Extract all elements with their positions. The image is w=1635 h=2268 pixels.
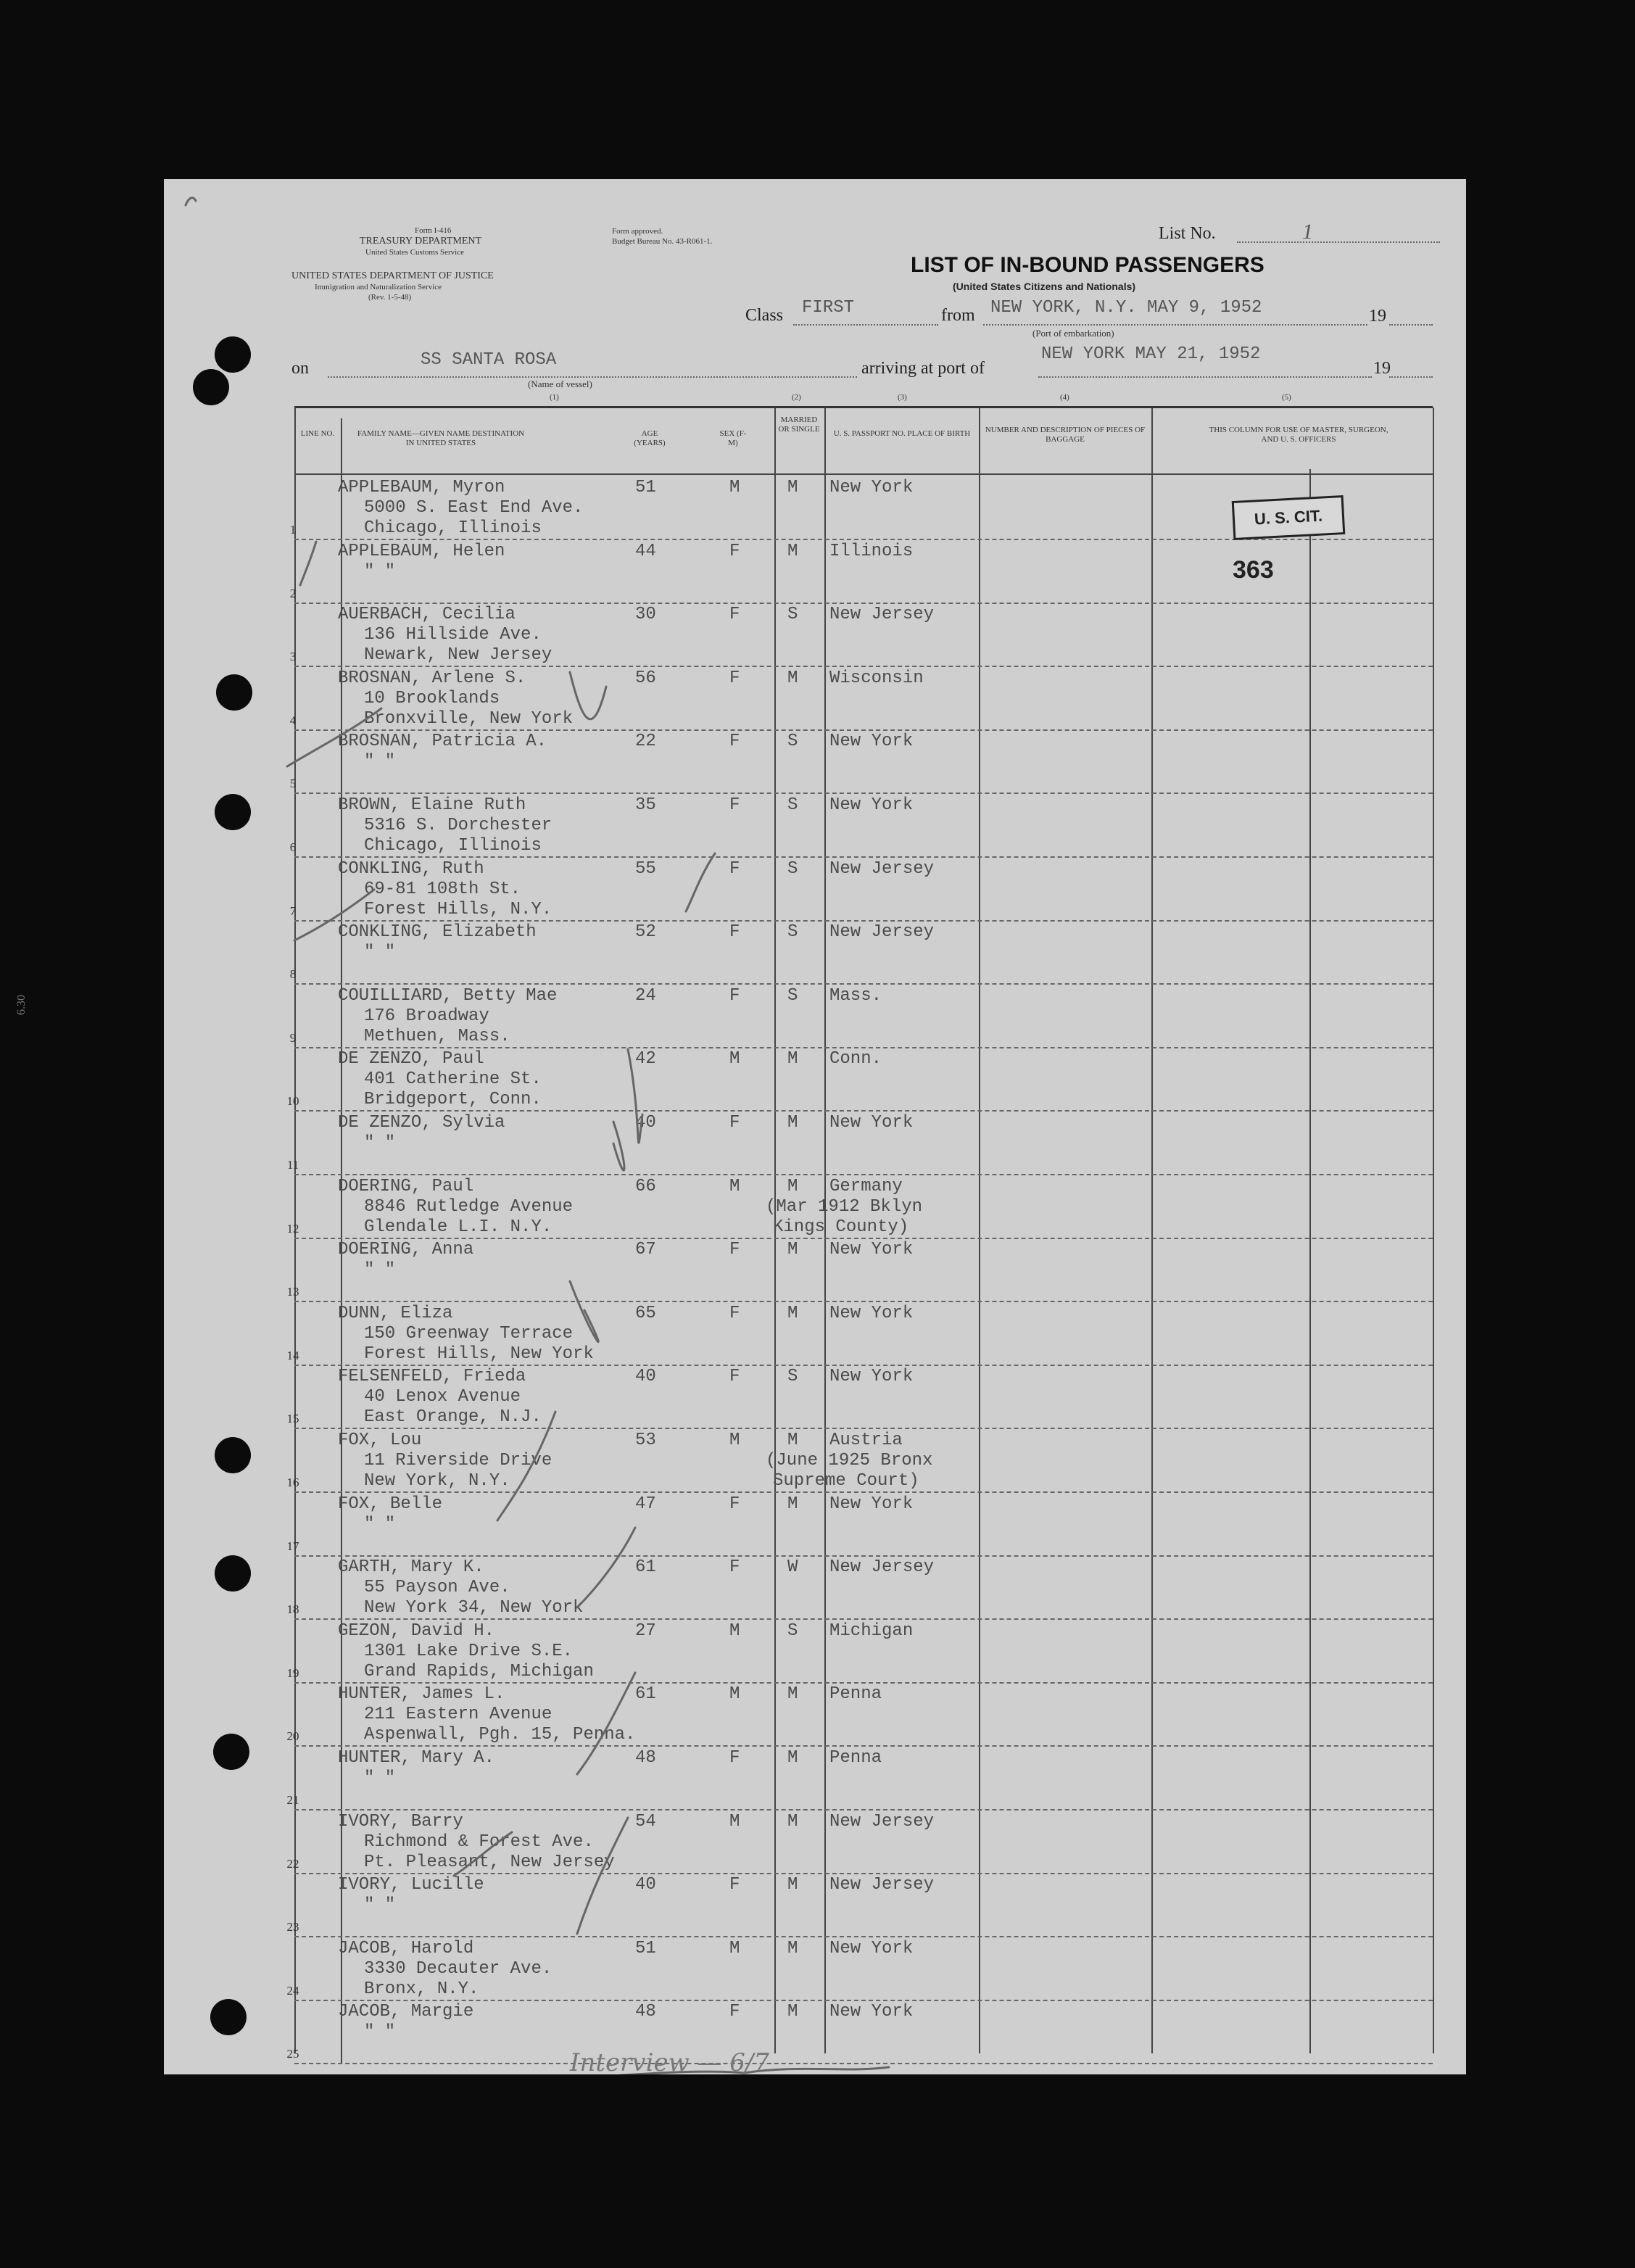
table-row: [286, 1048, 1433, 1112]
passenger-sex: F: [729, 922, 740, 943]
passenger-city: East Orange, N.J.: [364, 1407, 542, 1428]
class-value: FIRST: [802, 298, 855, 318]
passenger-name: APPLEBAUM, Helen: [338, 541, 505, 561]
passenger-sex: F: [729, 985, 740, 1006]
vessel-line: [328, 376, 857, 378]
row-line-number: 17: [286, 1539, 299, 1553]
table-row: [286, 1747, 1433, 1810]
col-num-3: (3): [898, 393, 907, 402]
table-row: [289, 858, 1433, 922]
passenger-marital: M: [787, 1303, 798, 1323]
row-line-number: 9: [289, 1030, 297, 1045]
list-number-line: [1237, 241, 1440, 243]
table-row: [286, 1493, 1433, 1557]
passenger-sex: M: [729, 1811, 740, 1832]
arriving-label: arriving at port of: [861, 359, 985, 378]
row-line-number: 8: [289, 967, 297, 982]
header-married: MARRIED OR SINGLE: [778, 415, 820, 434]
row-line-number: 13: [286, 1285, 299, 1299]
passenger-sex: F: [729, 668, 740, 688]
passenger-sex: F: [729, 795, 740, 815]
passenger-birthplace: Austria: [829, 1431, 903, 1450]
passenger-city: Forest Hills, N.Y.: [364, 899, 552, 919]
passenger-name: CONKLING, Elizabeth: [338, 922, 537, 943]
punch-hole: [215, 794, 251, 830]
passenger-age: 67: [635, 1240, 656, 1260]
passenger-birthplace: New York: [829, 1367, 914, 1387]
margin-note: 6.30: [15, 995, 28, 1015]
passenger-name: GARTH, Mary K.: [338, 1557, 484, 1578]
passenger-name: FOX, Belle: [338, 1494, 443, 1514]
passenger-birthplace: New York: [829, 1113, 914, 1133]
passenger-sex: F: [729, 1113, 740, 1133]
document-subtitle: (United States Citizens and Nationals): [953, 281, 1136, 292]
table-row: [286, 1365, 1433, 1429]
form-number: Form I-416: [415, 226, 452, 235]
passenger-address: " ": [364, 1133, 396, 1153]
passenger-birthplace: New York: [829, 795, 914, 815]
passenger-marital: M: [787, 1049, 798, 1069]
passenger-name: BROSNAN, Arlene S.: [338, 668, 526, 688]
passenger-age: 24: [635, 985, 656, 1006]
arrival-line: [1038, 376, 1372, 378]
passenger-name: COUILLIARD, Betty Mae: [338, 985, 558, 1006]
passenger-marital: S: [787, 985, 798, 1006]
passenger-marital: S: [787, 1367, 798, 1387]
footer-signature: Interview — 6/7: [570, 2048, 770, 2077]
passenger-name: IVORY, Lucille: [338, 1875, 484, 1895]
header-line-no: LINE NO.: [300, 429, 335, 438]
passenger-marital: M: [787, 1938, 798, 1958]
passenger-naturalization-court: Supreme Court): [773, 1471, 919, 1491]
passenger-address: 11 Riverside Drive: [364, 1451, 552, 1470]
passenger-birthplace: New Jersey: [829, 605, 935, 625]
passenger-address: " ": [364, 1260, 396, 1280]
header-passport: U. S. PASSPORT NO. PLACE OF BIRTH: [833, 429, 971, 438]
punch-hole: [215, 1437, 251, 1473]
passenger-age: 55: [635, 858, 656, 879]
header-officers: THIS COLUMN FOR USE OF MASTER, SURGEON, AND U. S. OFFICERS: [1209, 426, 1388, 444]
passenger-marital: S: [787, 1621, 798, 1641]
passenger-address: Richmond & Forest Ave.: [364, 1832, 594, 1852]
class-label: Class: [745, 306, 784, 325]
passenger-birthplace: Germany: [829, 1176, 903, 1196]
passenger-age: 56: [635, 668, 656, 688]
passenger-city: Chicago, Illinois: [364, 836, 542, 856]
col-num-4: (4): [1060, 393, 1069, 402]
passenger-age: 61: [635, 1557, 656, 1578]
table-row: [286, 1175, 1433, 1239]
passenger-age: 66: [635, 1176, 656, 1196]
passenger-sex: F: [729, 1367, 740, 1387]
passenger-marital: M: [787, 1240, 798, 1260]
passenger-address: " ": [364, 943, 396, 963]
row-line-number: 20: [286, 1729, 299, 1744]
row-line-number: 3: [289, 650, 297, 664]
row-line-number: 23: [286, 1920, 299, 1934]
passenger-name: DOERING, Paul: [338, 1176, 474, 1196]
row-line-number: 1: [289, 523, 297, 537]
punch-hole: [213, 1734, 249, 1770]
row-separator: [294, 2063, 1433, 2064]
ins-service: Immigration and Naturalization Service: [315, 283, 442, 291]
passenger-sex: M: [729, 1176, 740, 1196]
passenger-marital: M: [787, 1684, 798, 1705]
passenger-marital: M: [787, 1875, 798, 1895]
passenger-marital: M: [787, 541, 798, 561]
year-line-2: [1389, 376, 1433, 378]
table-row: [289, 794, 1433, 858]
revision: (Rev. 1-5-48): [368, 293, 412, 302]
passenger-city: Pt. Pleasant, New Jersey: [364, 1852, 615, 1872]
passenger-marital: M: [787, 1176, 798, 1196]
passenger-address: 55 Payson Ave.: [364, 1578, 510, 1598]
header-age: AGE (YEARS): [634, 429, 666, 447]
passenger-sex: F: [729, 1303, 740, 1323]
passenger-sex: F: [729, 1748, 740, 1768]
passenger-name: AUERBACH, Cecilia: [338, 605, 516, 625]
passenger-name: FELSENFELD, Frieda: [338, 1367, 526, 1387]
passenger-naturalization-court: Kings County): [773, 1217, 909, 1237]
treasury-dept: TREASURY DEPARTMENT: [360, 236, 482, 247]
passenger-age: 35: [635, 795, 656, 815]
punch-hole: [215, 336, 251, 373]
passenger-age: 40: [635, 1113, 656, 1133]
col-num-5: (5): [1282, 393, 1291, 402]
passenger-marital: M: [787, 1494, 798, 1514]
passenger-city: Bronxville, New York: [364, 708, 574, 729]
passenger-sex: F: [729, 732, 740, 752]
table-row: [286, 1429, 1433, 1493]
budget-bureau: Budget Bureau No. 43-R061-1.: [612, 237, 713, 246]
passenger-age: 22: [635, 732, 656, 752]
header-sex: SEX (F-M): [719, 429, 747, 447]
row-line-number: 21: [286, 1793, 299, 1807]
passenger-address: 150 Greenway Terrace: [364, 1323, 574, 1344]
table-row: [289, 603, 1433, 667]
passenger-name: HUNTER, Mary A.: [338, 1748, 495, 1768]
punch-hole: [193, 369, 229, 405]
passenger-address: " ": [364, 1895, 396, 1916]
passenger-sex: M: [729, 1621, 740, 1641]
row-line-number: 16: [286, 1476, 299, 1489]
row-line-number: 7: [289, 903, 297, 918]
vessel-name: SS SANTA ROSA: [421, 350, 557, 370]
passenger-name: CONKLING, Ruth: [338, 858, 484, 879]
year-line: [1389, 324, 1433, 326]
passenger-city: Bronx, N.Y.: [364, 1979, 479, 1999]
passenger-sex: F: [729, 1494, 740, 1514]
list-number-value: 1: [1302, 220, 1313, 244]
passenger-city: Grand Rapids, Michigan: [364, 1661, 594, 1681]
passenger-sex: F: [729, 1240, 740, 1260]
passenger-city: Methuen, Mass.: [364, 1026, 510, 1046]
passenger-marital: S: [787, 605, 798, 625]
passenger-birthplace: Illinois: [829, 541, 914, 561]
passenger-birthplace: New York: [829, 1494, 914, 1514]
passenger-sex: M: [729, 1049, 740, 1069]
passenger-age: 30: [635, 605, 656, 625]
passenger-age: 61: [635, 1684, 656, 1705]
passenger-age: 48: [635, 1748, 656, 1768]
passenger-marital: M: [787, 668, 798, 688]
passenger-marital: S: [787, 922, 798, 943]
passenger-address: 40 Lenox Avenue: [364, 1387, 521, 1407]
header-baggage: NUMBER AND DESCRIPTION OF PIECES OF BAGGAGE: [985, 426, 1146, 444]
table-row: [286, 2000, 1433, 2064]
passenger-age: 40: [635, 1875, 656, 1895]
passenger-name: JACOB, Harold: [338, 1938, 474, 1958]
passenger-marital: W: [787, 1557, 798, 1578]
passenger-name: APPLEBAUM, Myron: [338, 478, 505, 497]
from-line: [983, 324, 1367, 326]
passenger-address: 5316 S. Dorchester: [364, 816, 552, 835]
passenger-age: 27: [635, 1621, 656, 1641]
passenger-address: " ": [364, 1768, 396, 1788]
vessel-caption: (Name of vessel): [528, 378, 592, 389]
stamp-number: 363: [1233, 556, 1274, 584]
passenger-address: " ": [364, 561, 396, 582]
table-row: [289, 985, 1433, 1048]
col-num-2: (2): [792, 393, 801, 402]
passenger-birthplace: New York: [829, 1303, 914, 1323]
passenger-address: 136 Hillside Ave.: [364, 625, 542, 645]
row-line-number: 11: [286, 1158, 299, 1172]
from-value: NEW YORK, N.Y. MAY 9, 1952: [990, 298, 1262, 318]
arrival-value: NEW YORK MAY 21, 1952: [1041, 344, 1261, 364]
passenger-age: 53: [635, 1431, 656, 1450]
on-label: on: [291, 359, 309, 378]
passenger-name: DE ZENZO, Sylvia: [338, 1113, 505, 1133]
passenger-sex: M: [729, 1938, 740, 1958]
passenger-age: 54: [635, 1811, 656, 1832]
year-suffix-2: 19: [1373, 359, 1391, 378]
passenger-marital: S: [787, 795, 798, 815]
passenger-name: DOERING, Anna: [338, 1240, 474, 1260]
passenger-birthplace: New York: [829, 1240, 914, 1260]
table-row: [286, 1683, 1433, 1747]
passenger-marital: S: [787, 858, 798, 879]
passenger-sex: M: [729, 1431, 740, 1450]
us-citizen-stamp: U. S. CIT.: [1232, 495, 1346, 540]
passenger-marital: M: [787, 1748, 798, 1768]
passenger-name: BROSNAN, Patricia A.: [338, 732, 547, 752]
table-row: [286, 1302, 1433, 1366]
passenger-city: Forest Hills, New York: [364, 1344, 594, 1364]
row-line-number: 14: [286, 1348, 299, 1362]
table-top-border: [294, 406, 1433, 408]
table-row: [286, 1238, 1433, 1302]
passenger-birthplace: New Jersey: [829, 858, 935, 879]
row-line-number: 15: [286, 1412, 299, 1426]
table-row: [289, 921, 1433, 985]
passenger-sex: F: [729, 2002, 740, 2022]
header-name: FAMILY NAME—GIVEN NAME DESTINATION IN UNITED STATES: [357, 429, 525, 447]
row-line-number: 19: [286, 1665, 299, 1680]
year-suffix: 19: [1369, 307, 1386, 326]
passenger-city: Aspenwall, Pgh. 15, Penna.: [364, 1725, 636, 1745]
manifest-page: [15, 179, 1466, 2077]
row-line-number: 18: [286, 1602, 299, 1617]
passenger-birthplace: Michigan: [829, 1621, 914, 1641]
passenger-name: DUNN, Eliza: [338, 1303, 453, 1323]
passenger-city: Glendale L.I. N.Y.: [364, 1217, 552, 1237]
passenger-birthplace: Conn.: [829, 1049, 882, 1069]
passenger-sex: F: [729, 1875, 740, 1895]
table-row: [286, 1810, 1433, 1874]
justice-dept: UNITED STATES DEPARTMENT OF JUSTICE: [291, 270, 494, 281]
row-line-number: 2: [289, 586, 297, 600]
passenger-marital: M: [787, 478, 798, 497]
from-label: from: [941, 306, 975, 325]
passenger-naturalization: (Mar 1912 Bklyn: [766, 1196, 923, 1217]
passenger-sex: M: [729, 478, 740, 497]
passenger-name: FOX, Lou: [338, 1431, 422, 1450]
punch-hole: [215, 1555, 251, 1592]
passenger-age: 65: [635, 1303, 656, 1323]
passenger-age: 52: [635, 922, 656, 943]
passenger-marital: M: [787, 1113, 798, 1133]
row-line-number: 6: [289, 840, 297, 854]
passenger-marital: S: [787, 732, 798, 752]
passenger-birthplace: New York: [829, 478, 914, 497]
passenger-birthplace: Wisconsin: [829, 668, 924, 688]
passenger-age: 51: [635, 1938, 656, 1958]
passenger-name: BROWN, Elaine Ruth: [338, 795, 526, 815]
passenger-birthplace: Mass.: [829, 985, 882, 1006]
customs-service: United States Customs Service: [365, 248, 464, 257]
table-row: [286, 1874, 1433, 1937]
row-line-number: 4: [289, 713, 297, 727]
table-header-border: [294, 473, 1433, 475]
passenger-sex: F: [729, 858, 740, 879]
list-number-label: List No.: [1159, 224, 1216, 243]
table-row: [286, 1937, 1433, 2001]
passenger-birthplace: New Jersey: [829, 1557, 935, 1578]
passenger-city: Newark, New Jersey: [364, 645, 552, 666]
col-num-1: (1): [550, 393, 559, 402]
passenger-name: DE ZENZO, Paul: [338, 1049, 484, 1069]
port-embarkation-caption: (Port of embarkation): [1032, 328, 1114, 339]
table-row: [286, 1112, 1433, 1175]
passenger-birthplace: Penna: [829, 1748, 882, 1768]
row-line-number: 5: [289, 777, 297, 791]
passenger-address: 8846 Rutledge Avenue: [364, 1196, 574, 1217]
row-line-number: 25: [286, 2047, 299, 2061]
passenger-birthplace: New Jersey: [829, 1875, 935, 1895]
table-row: [286, 1556, 1433, 1620]
passenger-city: New York, N.Y.: [364, 1471, 510, 1491]
passenger-address: 1301 Lake Drive S.E.: [364, 1641, 574, 1661]
passenger-city: Chicago, Illinois: [364, 518, 542, 538]
passenger-sex: M: [729, 1684, 740, 1705]
passenger-naturalization: (June 1925 Bronx: [766, 1451, 933, 1470]
passenger-address: 3330 Decauter Ave.: [364, 1958, 552, 1979]
passenger-address: 69-81 108th St.: [364, 879, 521, 899]
passenger-name: HUNTER, James L.: [338, 1684, 505, 1705]
passenger-marital: M: [787, 2002, 798, 2022]
class-line: [793, 324, 938, 326]
table-row: [289, 667, 1433, 731]
passenger-name: JACOB, Margie: [338, 2002, 474, 2022]
passenger-address: 401 Catherine St.: [364, 1069, 542, 1090]
passenger-age: 47: [635, 1494, 656, 1514]
passenger-age: 51: [635, 478, 656, 497]
passenger-birthplace: New York: [829, 1938, 914, 1958]
passenger-birthplace: New Jersey: [829, 1811, 935, 1832]
passenger-city: Bridgeport, Conn.: [364, 1090, 542, 1110]
table-row: [286, 1620, 1433, 1684]
passenger-marital: M: [787, 1811, 798, 1832]
punch-hole: [210, 1999, 247, 2035]
passenger-address: 176 Broadway: [364, 1006, 489, 1026]
punch-hole: [216, 674, 252, 711]
passenger-birthplace: New Jersey: [829, 922, 935, 943]
passenger-city: New York 34, New York: [364, 1598, 584, 1618]
passenger-birthplace: New York: [829, 2002, 914, 2022]
passenger-address: " ": [364, 2022, 396, 2043]
passenger-age: 40: [635, 1367, 656, 1387]
passenger-sex: F: [729, 541, 740, 561]
row-line-number: 22: [286, 1856, 299, 1871]
form-approved: Form approved.: [612, 227, 663, 236]
passenger-age: 44: [635, 541, 656, 561]
passenger-birthplace: New York: [829, 732, 914, 752]
passenger-birthplace: Penna: [829, 1684, 882, 1705]
passenger-sex: F: [729, 605, 740, 625]
passenger-name: IVORY, Barry: [338, 1811, 463, 1832]
passenger-age: 42: [635, 1049, 656, 1069]
passenger-address: 5000 S. East End Ave.: [364, 498, 584, 518]
passenger-age: 48: [635, 2002, 656, 2022]
passenger-name: GEZON, David H.: [338, 1621, 495, 1641]
row-line-number: 10: [286, 1094, 299, 1109]
row-line-number: 24: [286, 1983, 299, 1998]
document-title: LIST OF IN-BOUND PASSENGERS: [911, 253, 1264, 277]
passenger-sex: F: [729, 1557, 740, 1578]
table-row: [289, 730, 1433, 794]
passenger-address: " ": [364, 752, 396, 772]
passenger-address: 10 Brooklands: [364, 688, 500, 708]
passenger-address: " ": [364, 1514, 396, 1534]
row-line-number: 12: [286, 1221, 299, 1236]
passenger-marital: M: [787, 1431, 798, 1450]
passenger-address: 211 Eastern Avenue: [364, 1705, 552, 1725]
